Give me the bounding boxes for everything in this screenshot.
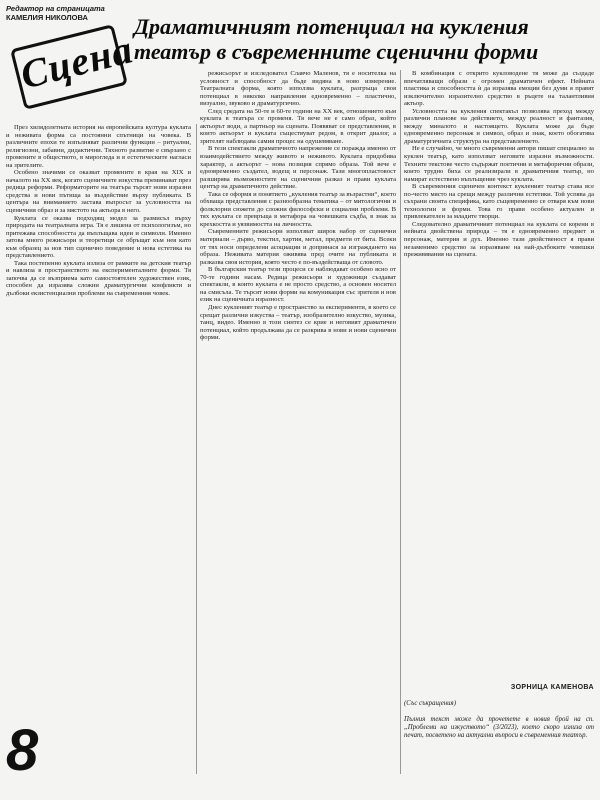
paragraph: В съвременния сценичен контекст кукленият театър става все по-често място на срещи между различни естетики. Той успява да съхрани своята специфика, като същевременно се отваря към нови технологии и форми. Това го прави особено актуален и привлекателен за младите творци. xyxy=(404,183,594,221)
page-number: 8 xyxy=(6,718,39,783)
abridged-note: (Със съкращения) xyxy=(404,700,456,707)
column-divider xyxy=(400,70,401,774)
paragraph: Не е случайно, че много съвременни автори пишат специално за куклен театър, като използват неговите изразни възможности. Техните текстове често съдържат поетични и метафорични образи, които трудно биха се реализирали в драматичния театър, но намират естествено въплъщение чрез куклата. xyxy=(404,145,594,183)
article-column-3 xyxy=(404,70,594,674)
paragraph: През хилядолетната история на европейската култура куклата и неживата форма са постоянни спътници на човека. В различните епохи те изпълняват различни функции – ритуални, религиозни, забавни, дидактични. Тяхното развитие е свързано с промените в обществото, в мирогледа и в естетическите нагласи на зрителите. xyxy=(6,124,191,169)
article-column-1 xyxy=(6,124,191,720)
paragraph: В тези спектакли драматичното напрежение се поражда именно от взаимодействието между живото и неживото. Куклата придобива характер, а актьорът – нова позиция спрямо образа. Той вече е едновременно създател, водещ и персонаж. Тази многопластовост разширява възможностите на сценичния разказ и прави куклата център на драматичното действие. xyxy=(200,145,396,191)
paragraph: В комбинация с открито кукловодене тя може да създаде впечатляващи образи с огромен драматичен ефект. Нейната пластика и способността ѝ да изразява емоции без думи я правят изключително изразително средство в ръцете на талантливия актьор. xyxy=(404,70,594,108)
editor-credit xyxy=(6,4,105,22)
paragraph: Особено значими се оказват промените в края на XIX и началото на XX век, когато сценичните изкуства преминават през редица реформи. Реформаторите на театъра търсят нови изразни средства и нови пътища за въздействие върху публиката. В центъра на вниманието застава въпросът за условността на сценичния образ и за мястото на актьора в него. xyxy=(6,169,191,215)
paragraph: Съвременните режисьори използват широк набор от сценични материали – дърво, текстил, хартия, метал, предмети от бита. Всеки от тях носи определени асоциации и допринася за изграждането на образа. Неживата материя оживява пред очите на публиката и разказва своя история, която често е по-въздействаща от словото. xyxy=(200,228,396,266)
paragraph: След средата на 50-те и 60-те години на XX век, отношението към куклата в театъра се променя. Тя вече не е само образ, който актьорът води, а партньор на сцената. Появяват се представления, в които актьорът и куклата съществуват редом, в открит диалог, а зрителят наблюдава самия процес на одушевяване. xyxy=(200,107,396,145)
paragraph: режисьорът и изследовател Славчо Маленов, тя е носителка на условност и способност да бъде видяна в ново измерение. Театралната форма, която използва куклата, разгръща своя потенциал в няколко направления едновременно – пластично, визуално, звуково и драматургично. xyxy=(200,70,396,108)
article-column-2 xyxy=(200,70,396,770)
paragraph: Така се оформя и понятието „кукления театър за възрастни“, което обхваща представления с разнообразна тематика – от митологични и фолклорни сюжети до сложни философски и социални проблеми. В тях куклата се превръща в метафора на човешката съдба, в знак за крехкостта и уязвимостта на личността. xyxy=(200,190,396,228)
paragraph: Днес кукленият театър е пространство за експерименти, в което се срещат различни изкуства – театър, изобразително изкуство, музика, танц, видео. Именно в този синтез се крие и неговият драматичен потенциал, който продължава да се разкрива в нови и нови сценични форми. xyxy=(200,303,396,342)
paragraph: В българския театър тези процеси се наблюдават особено ясно от 70-те години насам. Редица режисьори и художници създават спектакли, в които куклата е не просто средство, а основен носител на смисъла. Те търсят нови форми на комуникация със зрителя и нов език на сценичната изразност. xyxy=(200,266,396,304)
column-divider xyxy=(196,124,197,774)
editor-label: Редактор на страницата xyxy=(6,4,105,13)
article-headline: Драматичният потенциал на кукления театър в съвременните сценични форми xyxy=(134,14,539,64)
editor-name: КАМЕЛИЯ НИКОЛОВА xyxy=(6,13,88,22)
footnote: Пълния текст може да прочетете в новия брой на сп. „Проблеми на изкуството“ (3/2023), което скоро излиза от печат, посветено на актуални въпроси в съвременния театър. xyxy=(404,716,594,739)
section-logo xyxy=(6,26,138,104)
paragraph: Куклата се оказва подходящ модел за размисъл върху природата на театралната игра. Тя е лишена от психологизъм, но притежава способността да въплъщава идеи и символи. Именно затова много режисьори и теоретици се обръщат към нея като към образец за нов тип сценично поведение и нова естетика на представлението. xyxy=(6,214,191,260)
paragraph: Следователно драматичният потенциал на куклата се корени в нейната двойствена природа – тя е едновременно предмет и персонаж, материя и дух. Именно тази двойственост я прави незаменимо средство за изразяване на най-дълбоките човешки преживявания на сцената. xyxy=(404,220,594,259)
author-signature: ЗОРНИЦА КАМЕНОВА xyxy=(510,684,594,691)
paragraph: Така постепенно куклата излиза от рамките на детския театър и навлиза в пространството на експерименталните форми. Тя започва да се възприема като самостоятелен художествен език, способен да изразява сложни драматургични конфликти и дълбоки екзистенциални проблеми на съвременния човек. xyxy=(6,259,191,298)
section-word: Сцена xyxy=(16,26,138,98)
paragraph: Условността на кукления спектакъл позволява преход между различни планове на действието, между реалност и фантазия, между миналото и настоящето. Куклата може да бъде едновременно персонаж и символ, образ и знак, което обогатява драматургичната структура на представлението. xyxy=(404,107,594,145)
